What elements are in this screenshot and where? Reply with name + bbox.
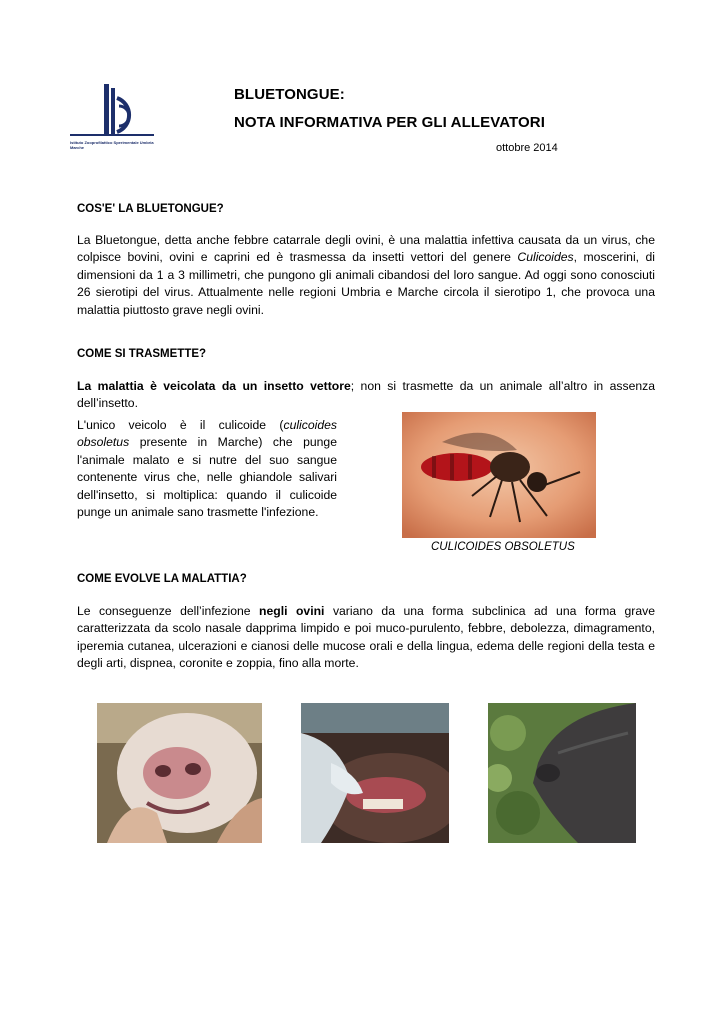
vector-species: culicoides obsoletus [77, 418, 337, 450]
evolution-text-b: variano da una forma subclinica ad una forma grave caratterizzata da scolo nasale dapprima limpido e poi muco-purulento, febbre, debolezza, dimagramento, iperemia cutanea, ulcerazioni e cianosi delle mucose orali e della lingua, edema delle regioni della testa e degli arti, dispnea, coronite e zoppia, fino alla morte. [77, 604, 656, 671]
vector-text-b: presente in Marche) che punge l'animale malato e si nutre del suo sangue contenente virus che, nelle ghiandole salivari dell'insetto, si moltiplica: quando il culicoide punge un animale sano trasmette l'infezione. [77, 435, 337, 520]
genus-name: Culicoides [517, 250, 574, 265]
sheep-face-icon [488, 703, 636, 843]
sheep-muzzle-icon [97, 703, 262, 843]
insect-photo [402, 412, 596, 538]
paragraph-text-a: La Bluetongue, detta anche febbre catarrale degli ovini, è una malattia infettiva causata da un virus, che colpisce bovini, ovini e caprini ed è trasmessa da insetti vettori del genere [77, 233, 655, 265]
title-line-2: NOTA INFORMATIVA PER GLI ALLEVATORI [234, 114, 545, 131]
sheep-face-photo [488, 703, 636, 843]
section-what-is-paragraph [77, 232, 655, 319]
section-heading-what-is: COS'E' LA BLUETONGUE? [77, 203, 224, 215]
evolution-paragraph [77, 603, 655, 673]
insect-photo-caption: CULICOIDES OBSOLETUS [431, 541, 575, 553]
transmission-paragraph [77, 378, 655, 413]
transmission-rest: ; non si trasmette da un animale all’altro in assenza dell’insetto. [77, 379, 655, 411]
document-date: ottobre 2014 [496, 142, 558, 154]
sheep-nose-photo [97, 703, 262, 843]
transmission-strong: La malattia è veicolata da un insetto vettore [77, 379, 351, 393]
sheep-mouth-icon [301, 703, 449, 843]
section-heading-evolution: COME EVOLVE LA MALATTIA? [77, 573, 247, 585]
section-heading-transmission: COME SI TRASMETTE? [77, 348, 207, 360]
logo-text: Istituto Zooprofilattico Sperimentale Umbria Marche [70, 140, 154, 150]
evolution-text-a: Le conseguenze dell’infezione [77, 604, 260, 618]
evolution-strong: negli ovini [259, 604, 325, 618]
title-line-1: BLUETONGUE: [234, 86, 345, 103]
paragraph-text-b: , moscerini, di dimensioni da 1 a 3 millimetri, che pungono gli animali cibandosi del loro sangue. Ad oggi sono conosciuti 26 sierotipi del virus. Attualmente nelle regioni Umbria e Marche circola il sierotipo 1, che provoca una malattia piuttosto grave negli ovini. [77, 250, 655, 317]
vector-paragraph [77, 417, 337, 521]
vector-text-a: L'unico veicolo è il culicoide ( [77, 418, 284, 432]
sheep-mouth-photo [301, 703, 449, 843]
culicoides-insect-icon [402, 412, 596, 538]
